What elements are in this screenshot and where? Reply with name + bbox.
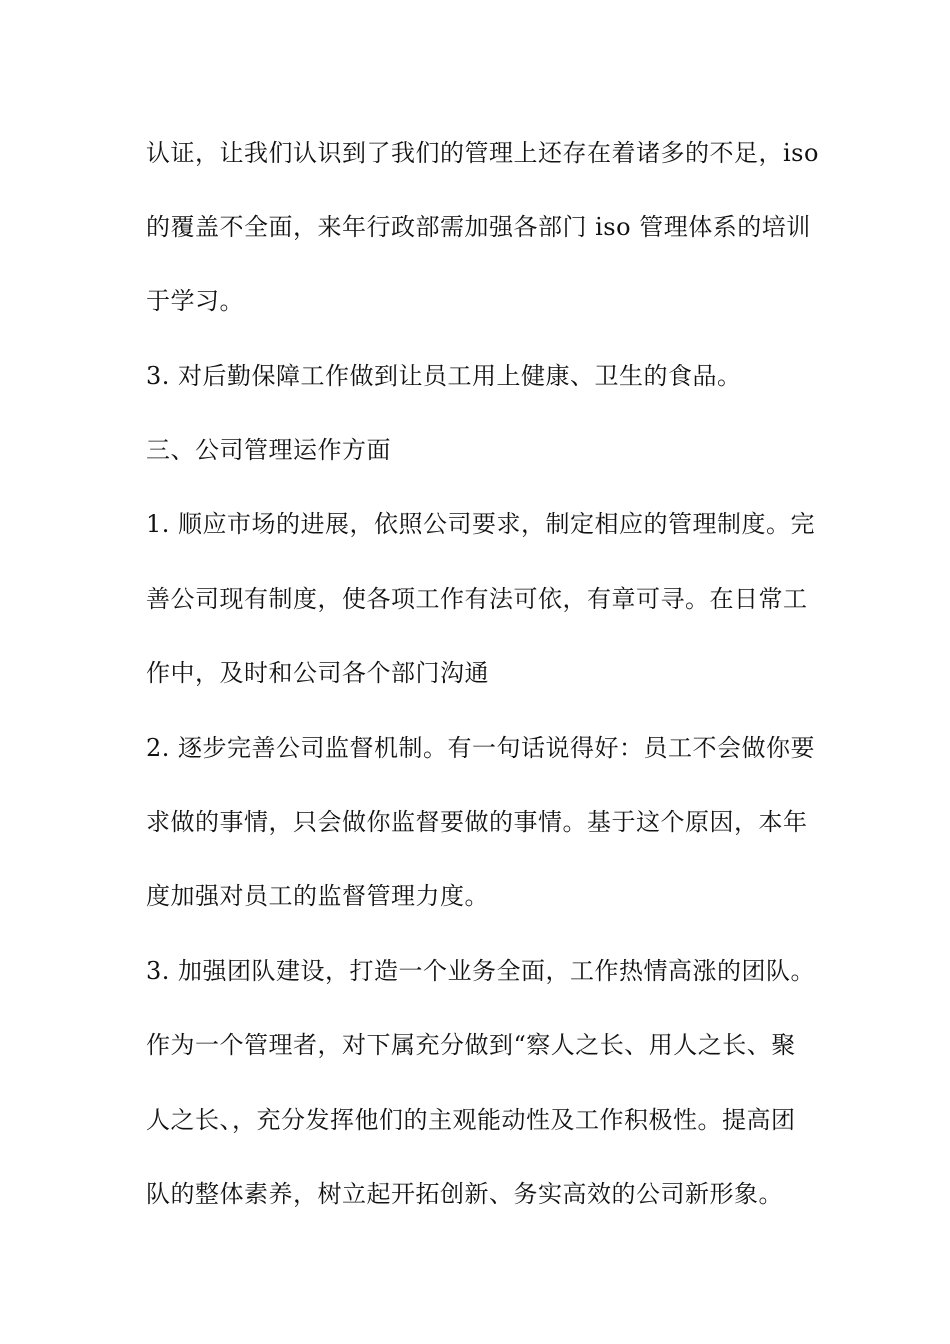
text-line: 作中，及时和公司各个部门沟通 bbox=[146, 659, 489, 687]
text-line: 认证，让我们认识到了我们的管理上还存在着诸多的不足，iso bbox=[146, 139, 819, 167]
list-item: 3. 对后勤保障工作做到让员工用上健康、卫生的食品。 bbox=[146, 362, 742, 390]
section-heading: 三、公司管理运作方面 bbox=[146, 436, 391, 464]
text-line: 于学习。 bbox=[146, 287, 244, 315]
list-item: 3. 加强团队建设，打造一个业务全面，工作热情高涨的团队。 bbox=[146, 957, 816, 985]
text-line: 的覆盖不全面，来年行政部需加强各部门 iso 管理体系的培训 bbox=[146, 213, 811, 241]
text-line: 作为一个管理者，对下属充分做到“察人之长、用人之长、聚 bbox=[146, 1031, 796, 1059]
list-item: 2. 逐步完善公司监督机制。有一句话说得好：员工不会做你要 bbox=[146, 734, 816, 762]
text-line: 人之长、，充分发挥他们的主观能动性及工作积极性。提高团 bbox=[146, 1106, 796, 1134]
text-line: 求做的事情，只会做你监督要做的事情。基于这个原因，本年 bbox=[146, 808, 808, 836]
text-line: 善公司现有制度，使各项工作有法可依，有章可寻。在日常工 bbox=[146, 585, 808, 613]
text-line: 度加强对员工的监督管理力度。 bbox=[146, 882, 489, 910]
list-item: 1. 顺应市场的进展，依照公司要求，制定相应的管理制度。完 bbox=[146, 510, 816, 538]
text-line: 队的整体素养，树立起开拓创新、务实高效的公司新形象。 bbox=[146, 1180, 783, 1208]
